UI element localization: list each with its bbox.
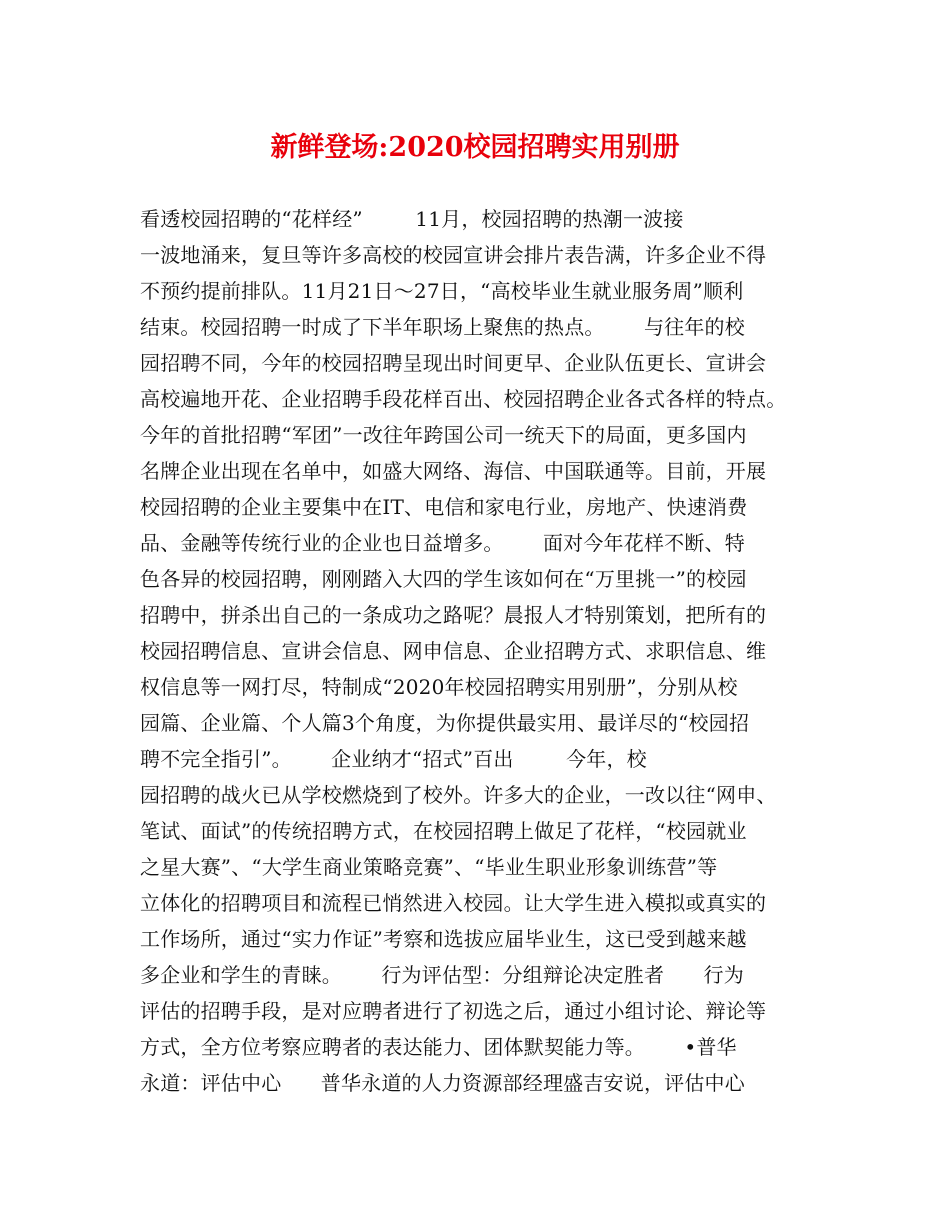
body-line: 评估的招聘手段，是对应聘者进行了初选之后，通过小组讨论、辩论等 (140, 999, 767, 1023)
body-line: 不预约提前排队。11月21日～27日，“高校毕业生就业服务周”顺利 (140, 279, 744, 303)
body-line: 名牌企业出现在名单中，如盛大网络、海信、中国联通等。目前，开展 (140, 459, 767, 483)
body-line: 看透校园招聘的“花样经” 11月，校园招聘的热潮一波接 (140, 207, 684, 231)
body-line: 校园招聘信息、宣讲会信息、网申信息、企业招聘方式、求职信息、维 (140, 639, 767, 663)
document-title: 新鲜登场:2020校园招聘实用别册 (270, 132, 680, 163)
body-line: 工作场所，通过“实力作证”考察和选拔应届毕业生，这已受到越来越 (140, 927, 747, 951)
body-line: 多企业和学生的青睐。 行为评估型：分组辩论决定胜者 行为 (140, 963, 744, 987)
body-line: 今年的首批招聘“军团”一改往年跨国公司一统天下的局面，更多国内 (140, 423, 747, 447)
body-line: 品、金融等传统行业的企业也日益增多。 面对今年花样不断、特 (140, 531, 745, 555)
body-line: 园招聘不同，今年的校园招聘呈现出时间更早、企业队伍更长、宣讲会 (140, 351, 767, 375)
body-line: 聘不完全指引”。 企业纳才“招式”百出 今年，校 (140, 747, 647, 771)
body-line: 权信息等一网打尽，特制成“2020年校园招聘实用别册”，分别从校 (140, 675, 738, 699)
body-line: 高校遍地开花、企业招聘手段花样百出、校园招聘企业各式各样的特点。 (140, 387, 787, 411)
body-line: 园篇、企业篇、个人篇3个角度，为你提供最实用、最详尽的“校园招 (140, 711, 750, 735)
body-line: 立体化的招聘项目和流程已悄然进入校园。让大学生进入模拟或真实的 (140, 891, 767, 915)
body-line: 色各异的校园招聘，刚刚踏入大四的学生该如何在“万里挑一”的校园 (140, 567, 747, 591)
body-line: 永道：评估中心 普华永道的人力资源部经理盛吉安说，评估中心 (140, 1071, 745, 1095)
body-line: 一波地涌来，复旦等许多高校的校园宣讲会排片表告满，许多企业不得 (140, 243, 767, 267)
body-line: 之星大赛”、“大学生商业策略竞赛”、“毕业生职业形象训练营”等 (140, 855, 718, 879)
body-line: 方式，全方位考察应聘者的表达能力、团体默契能力等。 •普华 (140, 1035, 737, 1059)
document-body (140, 201, 820, 1101)
body-line: 校园招聘的企业主要集中在IT、电信和家电行业，房地产、快速消费 (140, 495, 748, 519)
body-line: 笔试、面试”的传统招聘方式，在校园招聘上做足了花样，“校园就业 (140, 819, 747, 843)
body-line: 结束。校园招聘一时成了下半年职场上聚焦的热点。 与往年的校 (140, 315, 745, 339)
body-line: 园招聘的战火已从学校燃烧到了校外。许多大的企业，一改以往“网申、 (140, 783, 777, 807)
body-line: 招聘中，拼杀出自己的一条成功之路呢？晨报人才特别策划，把所有的 (140, 603, 767, 627)
